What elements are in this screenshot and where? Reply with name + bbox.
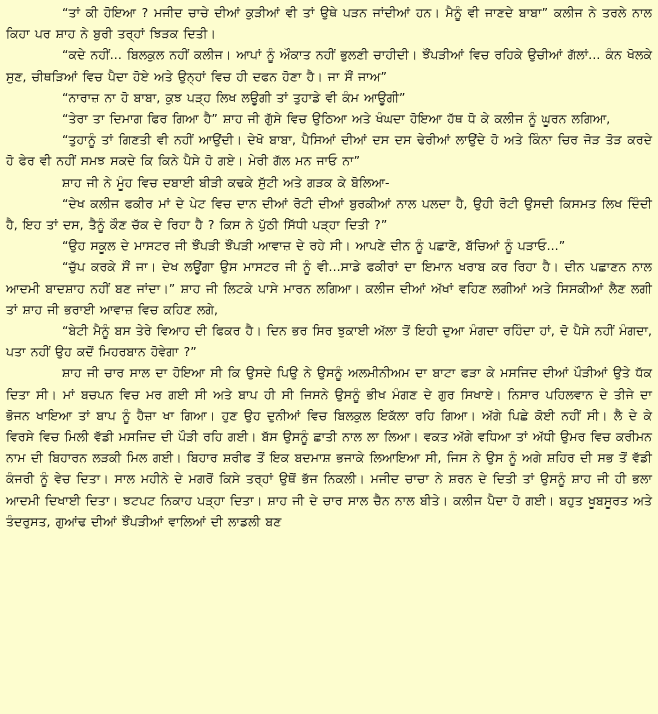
paragraph: “ਚੁੱਪ ਕਰਕੇ ਸੌਂ ਜਾ। ਦੇਖ ਲਊਂਗਾ ਉਸ ਮਾਸਟਰ ਜੀ ਨੂੰ ਵੀ...ਸਾਡੇ ਫਕੀਰਾਂ ਦਾ ਇਮਾਨ ਖਰਾਬ ਕਰ ਰਿਹਾ ਹੈ। ਦੀਨ ਪਛਾਣਨ ਨਾਲ ਆਦਮੀ ਬਾਦਸ਼ਾਹ ਨਹੀਂ ਬਣ ਜਾਂਦਾ।” ਸ਼ਾਹ ਜੀ ਲਿਟਕੇ ਪਾਸੇ ਮਾਰਨ ਲਗਿਆ। ਕਲੀਜ ਦੀਆਂ ਅੱਖਾਂ ਵਹਿਣ ਲਗੀਆਂ ਅਤੇ ਸਿਸਕੀਆਂ ਲੈਣ ਲਗੀ ਤਾਂ ਸ਼ਾਹ ਜੀ ਭਰਾਈ ਆਵਾਜ਼ ਵਿਚ ਕਹਿਣ ਲਗੇ,	[6, 259, 652, 317]
paragraph: “ਬੇਟੀ ਮੈਨੂੰ ਬਸ ਤੇਰੇ ਵਿਆਹ ਦੀ ਫਿਕਰ ਹੈ। ਦਿਨ ਭਰ ਸਿਰ ਝੁਕਾਈ ਅੱਲਾ ਤੋਂ ਇਹੀ ਦੁਆ ਮੰਗਦਾ ਰਹਿੰਦਾ ਹਾਂ, ਦੋ ਪੈਸੇ ਨਹੀਂ ਮੰਗਦਾ, ਪਤਾ ਨਹੀਂ ਉਹ ਕਦੋਂ ਮਿਹਰਬਾਨ ਹੋਵੇਗਾ ?”	[6, 323, 652, 360]
paragraph: ਸ਼ਾਹ ਜੀ ਨੇ ਮੂੰਹ ਵਿਚ ਦਬਾਈ ਬੀੜੀ ਕਢਕੇ ਸੁੱਟੀ ਅਤੇ ਗੜਕ ਕੇ ਬੋਲਿਆ-	[62, 174, 390, 190]
paragraph: “ਤੁਹਾਨੂੰ ਤਾਂ ਗਿਣਤੀ ਵੀ ਨਹੀਂ ਆਉਂਦੀ। ਦੇਖੋ ਬਾਬਾ, ਪੈਸਿਆਂ ਦੀਆਂ ਦਸ ਦਸ ਢੇਰੀਆਂ ਲਾਉਂਦੇ ਹੋ ਅਤੇ ਕਿੰਨਾ ਚਿਰ ਜੋੜ ਤੋੜ ਕਰਦੇ ਹੋ ਫੇਰ ਵੀ ਨਹੀਂ ਸਮਝ ਸਕਦੇ ਕਿ ਕਿਨੇ ਪੈਸੇ ਹੋ ਗਏ। ਮੇਰੀ ਗੱਲ ਮਨ ਜਾਓ ਨਾ”	[6, 132, 652, 169]
paragraph: “ਤੇਰਾ ਤਾ ਦਿਮਾਗ ਫਿਰ ਗਿਆ ਹੈ” ਸ਼ਾਹ ਜੀ ਗੁੱਸੇ ਵਿਚ ਉਠਿਆ ਅਤੇ ਖੰਘਦਾ ਹੋਇਆ ਹੱਥ ਧੋ ਕੇ ਕਲੀਜ ਨੂੰ ਘੂਰਨ ਲਗਿਆ,	[62, 111, 611, 127]
paragraph: “ਕਦੇ ਨਹੀਂ... ਬਿਲਕੁਲ ਨਹੀਂ ਕਲੀਜ। ਆਪਾਂ ਨੂੰ ਔਕਾਤ ਨਹੀਂ ਭੁਲਣੀ ਚਾਹੀਦੀ। ਝੌਂਪੜੀਆਂ ਵਿਚ ਰਹਿਕੇ ਉਚੀਆਂ ਗੱਲਾਂ... ਕੰਨ ਖੋਲਕੇ ਸੁਣ, ਚੀਥੜਿਆਂ ਵਿਚ ਪੈਦਾ ਹੋਏ ਅਤੇ ਉਨ੍ਹਾਂ ਵਿਚ ਹੀ ਦਫਨ ਹੋਣਾ ਹੈ। ਜਾ ਸੌਂ ਜਾਅ”	[6, 47, 652, 84]
paragraph: ਸ਼ਾਹ ਜੀ ਚਾਰ ਸਾਲ ਦਾ ਹੋਇਆ ਸੀ ਕਿ ਉਸਦੇ ਪਿਉ ਨੇ ਉਸਨੂੰ ਅਲਮੀਨੀਅਮ ਦਾ ਬਾਟਾ ਫੜਾ ਕੇ ਮਸਜਿਦ ਦੀਆਂ ਪੌੜੀਆਂ ਉਤੇ ਧੱਕ ਦਿਤਾ ਸੀ। ਮਾਂ ਬਚਪਨ ਵਿਚ ਮਰ ਗਈ ਸੀ ਅਤੇ ਬਾਪ ਹੀ ਸੀ ਜਿਸਨੇ ਉਸਨੂੰ ਭੀਖ ਮੰਗਣ ਦੇ ਗੁਰ ਸਿਖਾਏ। ਨਿਸਾਰ ਪਹਿਲਵਾਨ ਦੇ ਤੀਜੇ ਦਾ ਭੋਜਨ ਖਾਇਆ ਤਾਂ ਬਾਪ ਨੂੰ ਹੈਜ਼ਾ ਖਾ ਗਿਆ। ਹੁਣ ਉਹ ਦੁਨੀਆਂ ਵਿਚ ਬਿਲਕੁਲ ਇਕੱਲਾ ਰਹਿ ਗਿਆ। ਅੱਗੇ ਪਿਛੇ ਕੋਈ ਨਹੀਂ ਸੀ। ਲੈ ਦੇ ਕੇ ਵਿਰਸੇ ਵਿਚ ਮਿਲੀ ਵੱਡੀ ਮਸਜਿਦ ਦੀ ਪੌੜੀ ਰਹਿ ਗਈ। ਬੱਸ ਉਸਨੂੰ ਛਾਤੀ ਨਾਲ ਲਾ ਲਿਆ। ਵਕਤ ਅੱਗੇ ਵਧਿਆ ਤਾਂ ਅੱਧੀ ਉਮਰ ਵਿਚ ਕਰੀਮਨ ਨਾਮ ਦੀ ਬਿਹਾਰਨ ਲੜਕੀ ਮਿਲ ਗਈ। ਬਿਹਾਰ ਸ਼ਰੀਫ ਤੋਂ ਇਕ ਬਦਮਾਸ਼ ਭਜਾਕੇ ਲਿਆਇਆ ਸੀ, ਜਿਸ ਨੇ ਉਸ ਨੂੰ ਅਗੇ ਸ਼ਹਿਰ ਦੀ ਸਭ ਤੋਂ ਵੱਡੀ ਕੰਜਰੀ ਨੂੰ ਵੇਚ ਦਿਤਾ। ਸਾਲ ਮਹੀਨੇ ਦੇ ਮਗਰੋਂ ਕਿਸੇ ਤਰ੍ਹਾਂ ਉਥੋਂ ਭੱਜ ਨਿਕਲੀ। ਮਜੀਦ ਚਾਚਾ ਨੇ ਸ਼ਰਨ ਦੇ ਦਿਤੀ ਤਾਂ ਉਸਨੂੰ ਸ਼ਾਹ ਜੀ ਹੀ ਭਲਾ ਆਦਮੀ ਦਿਖਾਈ ਦਿਤਾ। ਝਟਪਟ ਨਿਕਾਹ ਪੜ੍ਹਾ ਦਿਤਾ। ਸ਼ਾਹ ਜੀ ਦੇ ਚਾਰ ਸਾਲ ਚੈਨ ਨਾਲ ਬੀਤੇ। ਕਲੀਜ ਪੈਦਾ ਹੋ ਗਈ। ਬਹੁਤ ਖੂਬਸੂਰਤ ਅਤੇ ਤੰਦਰੁਸਤ, ਗੁਆਂਢ ਦੀਆਂ ਝੌਂਪੜੀਆਂ ਵਾਲਿਆਂ ਦੀ ਲਾਡਲੀ ਬਣ	[6, 365, 652, 529]
paragraph: “ਉਹ ਸਕੂਲ ਦੇ ਮਾਸਟਰ ਜੀ ਝੌਂਪੜੀ ਝੌਂਪੜੀ ਆਵਾਜ਼ ਦੇ ਰਹੇ ਸੀ। ਆਪਣੇ ਦੀਨ ਨੂੰ ਪਛਾਣੋ, ਬੱਚਿਆਂ ਨੂੰ ਪੜਾਓ...”	[62, 238, 566, 254]
paragraph: “ਦੇਖ ਕਲੀਜ ਫਕੀਰ ਮਾਂ ਦੇ ਪੇਟ ਵਿਚ ਦਾਨ ਦੀਆਂ ਰੋਟੀ ਦੀਆਂ ਬੁਰਕੀਆਂ ਨਾਲ ਪਲਦਾ ਹੈ, ਉਹੀ ਰੋਟੀ ਉਸਦੀ ਕਿਸਮਤ ਲਿਖ ਦਿੰਦੀ ਹੈ, ਇਹ ਤਾਂ ਦਸ, ਤੈਨੂੰ ਕੌਣ ਚੱਕ ਦੇ ਰਿਹਾ ਹੈ ? ਕਿਸ ਨੇ ਪੁੱਠੀ ਸਿੱਧੀ ਪੜ੍ਹਾ ਦਿਤੀ ?”	[6, 195, 652, 233]
paragraph: “ਨਾਰਾਜ਼ ਨਾ ਹੋ ਬਾਬਾ, ਕੁਝ ਪੜ੍ਹ ਲਿਖ ਲਊਗੀ ਤਾਂ ਤੁਹਾਡੇ ਵੀ ਕੰਮ ਆਊਗੀ”	[62, 89, 406, 105]
paragraph: “ਤਾਂ ਕੀ ਹੋਇਆ ? ਮਜੀਦ ਚਾਚੇ ਦੀਆਂ ਕੁੜੀਆਂ ਵੀ ਤਾਂ ਉਥੇ ਪੜਨ ਜਾਂਦੀਆਂ ਹਨ। ਮੈਨੂੰ ਵੀ ਜਾਣਦੇ ਬਾਬਾ” ਕਲੀਜ ਨੇ ਤਰਲੇ ਨਾਲ ਕਿਹਾ ਪਰ ਸ਼ਾਹ ਨੇ ਬੁਰੀ ਤਰ੍ਹਾਂ ਝਿੜਕ ਦਿਤੀ।	[6, 5, 652, 42]
